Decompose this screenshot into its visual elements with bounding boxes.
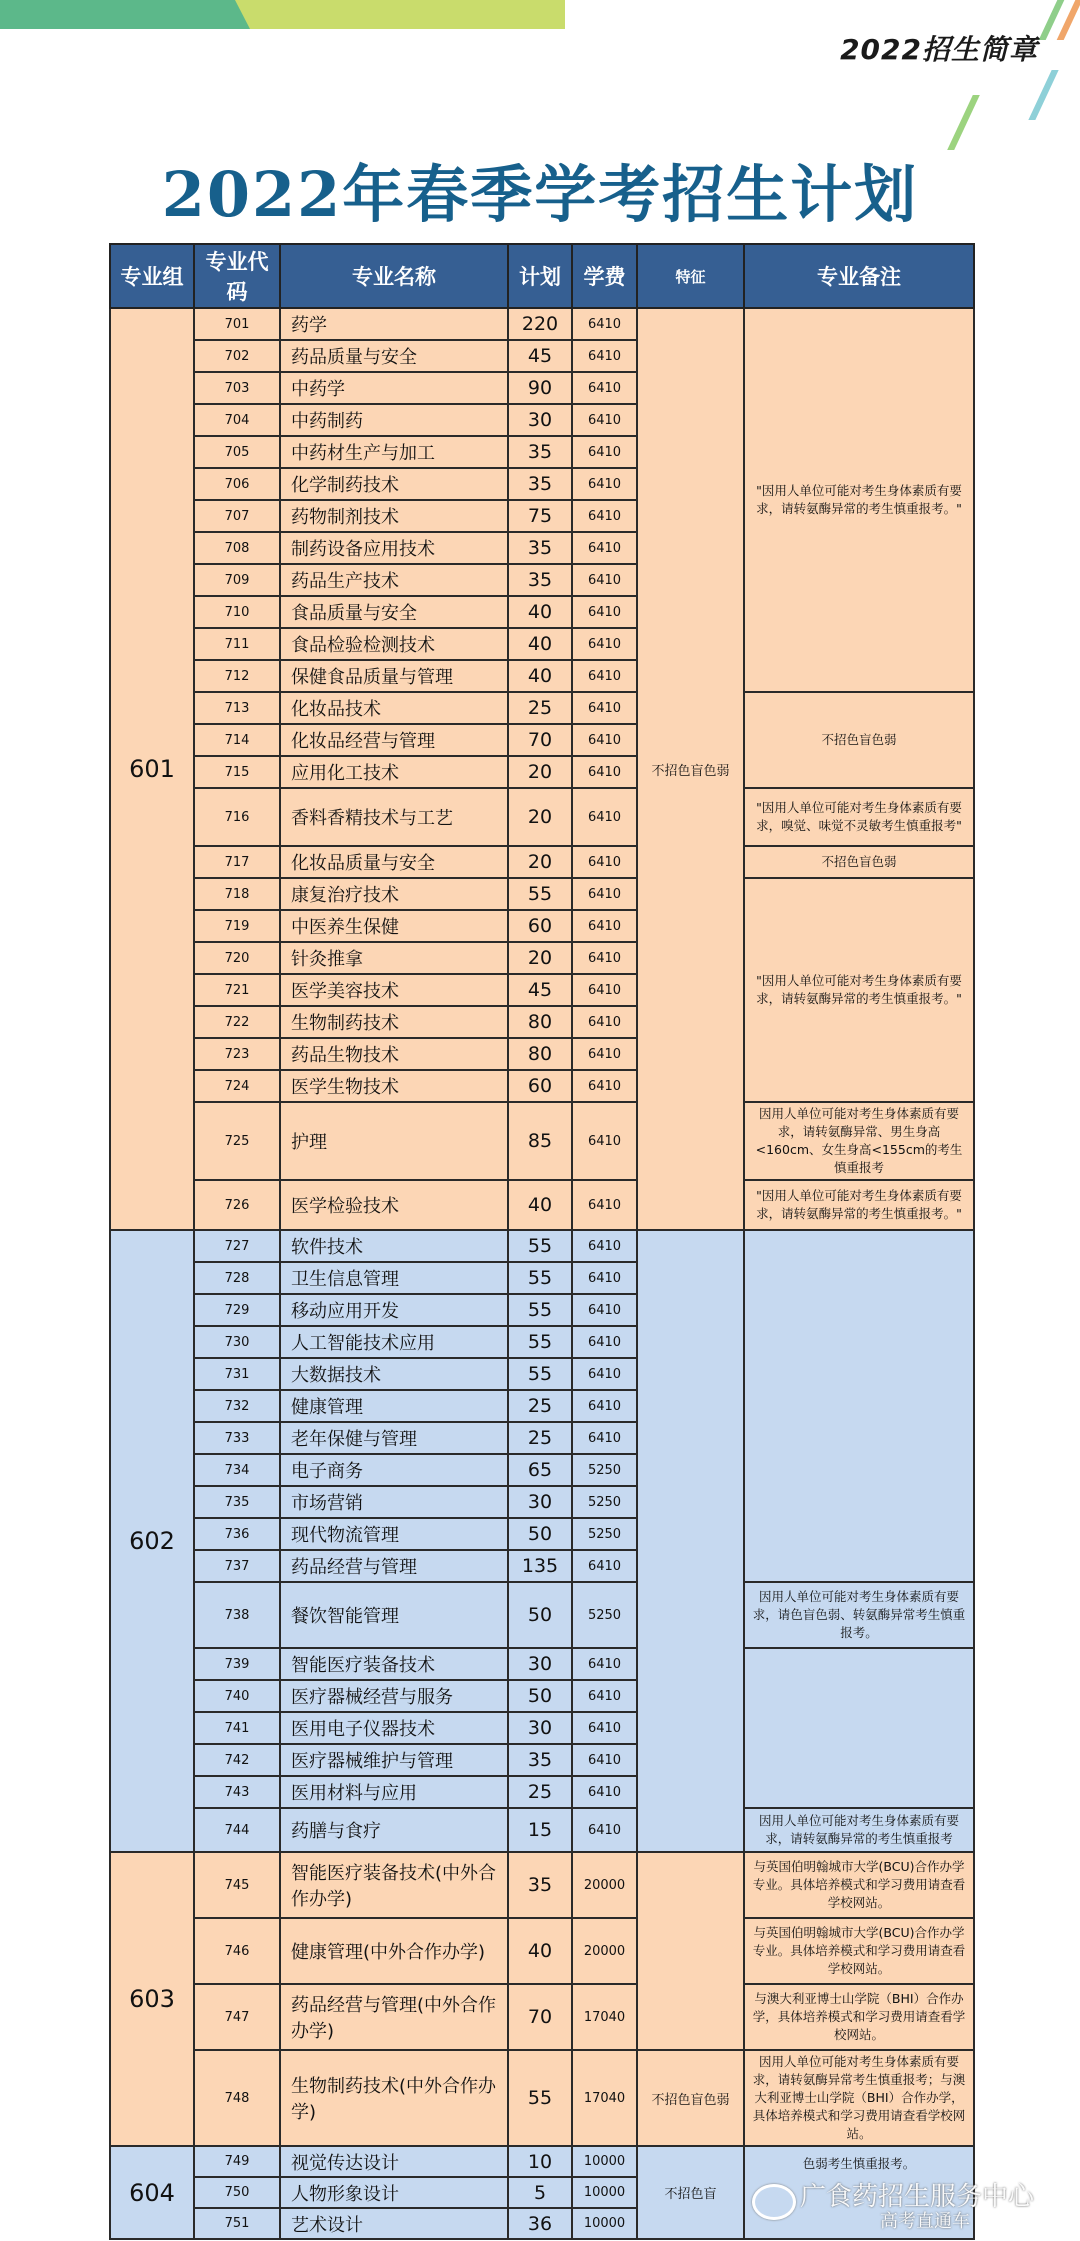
major-name: 医疗器械经营与服务 <box>280 1680 508 1712</box>
major-code: 739 <box>194 1648 280 1680</box>
major-code: 736 <box>194 1518 280 1550</box>
col-header-remark: 专业备注 <box>744 244 974 308</box>
plan-count: 40 <box>508 660 572 692</box>
table-row <box>110 878 974 910</box>
plan-count: 35 <box>508 1852 572 1918</box>
col-header-group: 专业组 <box>110 244 194 308</box>
table-row <box>110 1102 974 1180</box>
major-code: 733 <box>194 1422 280 1454</box>
plan-count: 50 <box>508 1582 572 1648</box>
major-code: 740 <box>194 1680 280 1712</box>
major-name: 食品检验检测技术 <box>280 628 508 660</box>
table-row <box>110 1918 974 1984</box>
major-code: 707 <box>194 500 280 532</box>
remark-cell: 不招色盲色弱 <box>744 692 974 788</box>
major-name: 老年保健与管理 <box>280 1422 508 1454</box>
plan-count: 30 <box>508 404 572 436</box>
major-name: 食品质量与安全 <box>280 596 508 628</box>
major-code: 708 <box>194 532 280 564</box>
major-name: 应用化工技术 <box>280 756 508 788</box>
major-name: 医学检验技术 <box>280 1180 508 1230</box>
tuition-fee: 6410 <box>572 846 637 878</box>
tuition-fee: 6410 <box>572 1070 637 1102</box>
plan-count: 30 <box>508 1486 572 1518</box>
tuition-fee: 6410 <box>572 596 637 628</box>
tuition-fee: 6410 <box>572 532 637 564</box>
major-name: 生物制药技术(中外合作办学) <box>280 2050 508 2146</box>
table-row <box>110 2050 974 2146</box>
major-name: 药品经营与管理 <box>280 1550 508 1582</box>
tuition-fee: 20000 <box>572 1918 637 1984</box>
major-code: 737 <box>194 1550 280 1582</box>
major-code: 705 <box>194 436 280 468</box>
major-name: 药学 <box>280 308 508 340</box>
major-code: 735 <box>194 1486 280 1518</box>
plan-count: 80 <box>508 1038 572 1070</box>
major-name: 医学生物技术 <box>280 1070 508 1102</box>
major-name: 人物形象设计 <box>280 2177 508 2208</box>
table-row <box>110 692 974 724</box>
remark-cell: "因用人单位可能对考生身体素质有要求，请转氨酶异常的考生慎重报考。" <box>744 878 974 1102</box>
major-code: 709 <box>194 564 280 596</box>
remark-cell: "因用人单位可能对考生身体素质有要求，请转氨酶异常的考生慎重报考。" <box>744 308 974 692</box>
plan-count: 25 <box>508 1422 572 1454</box>
table-row <box>110 2146 974 2177</box>
feature-cell: 不招色盲色弱 <box>637 2050 744 2146</box>
plan-count: 45 <box>508 340 572 372</box>
major-code: 728 <box>194 1262 280 1294</box>
plan-count: 30 <box>508 1712 572 1744</box>
major-name: 药物制剂技术 <box>280 500 508 532</box>
tuition-fee: 17040 <box>572 1984 637 2050</box>
major-name: 医用电子仪器技术 <box>280 1712 508 1744</box>
plan-count: 25 <box>508 1390 572 1422</box>
tuition-fee: 6410 <box>572 500 637 532</box>
table-row <box>110 1852 974 1918</box>
tuition-fee: 6410 <box>572 1180 637 1230</box>
major-code: 730 <box>194 1326 280 1358</box>
tuition-fee: 6410 <box>572 1230 637 1262</box>
feature-cell <box>637 1852 744 2050</box>
major-name: 化妆品技术 <box>280 692 508 724</box>
major-code: 721 <box>194 974 280 1006</box>
watermark <box>800 2184 1034 2231</box>
major-name: 移动应用开发 <box>280 1294 508 1326</box>
plan-count: 30 <box>508 1648 572 1680</box>
tuition-fee: 6410 <box>572 628 637 660</box>
tuition-fee: 6410 <box>572 1102 637 1180</box>
tuition-fee: 6410 <box>572 1680 637 1712</box>
major-code: 710 <box>194 596 280 628</box>
major-code: 717 <box>194 846 280 878</box>
tuition-fee: 5250 <box>572 1518 637 1550</box>
table-row <box>110 308 974 340</box>
remark-cell <box>744 1648 974 1808</box>
table-row <box>110 846 974 878</box>
major-name: 生物制药技术 <box>280 1006 508 1038</box>
major-code: 743 <box>194 1776 280 1808</box>
major-name: 软件技术 <box>280 1230 508 1262</box>
major-group: 602 <box>110 1230 194 1852</box>
plan-count: 60 <box>508 910 572 942</box>
plan-count: 80 <box>508 1006 572 1038</box>
wechat-icon <box>752 2184 796 2220</box>
major-code: 701 <box>194 308 280 340</box>
remark-cell: 因用人单位可能对考生身体素质有要求，请转氨酶异常、男生身高<160cm、女生身高<155cm的考生慎重报考 <box>744 1102 974 1180</box>
plan-count: 35 <box>508 564 572 596</box>
plan-count: 10 <box>508 2146 572 2177</box>
plan-count: 50 <box>508 1680 572 1712</box>
remark-cell: "因用人单位可能对考生身体素质有要求，嗅觉、味觉不灵敏考生慎重报考" <box>744 788 974 846</box>
remark-cell: 因用人单位可能对考生身体素质有要求，请转氨酶异常考生慎重报考；与澳大利亚博士山学院（BHI）合作办学，具体培养模式和学习费用请查看学校网站。 <box>744 2050 974 2146</box>
major-code: 725 <box>194 1102 280 1180</box>
feature-cell <box>637 1230 744 1852</box>
table-row <box>110 1582 974 1648</box>
brochure-brand: 2022招生简章 <box>840 33 1038 66</box>
tuition-fee: 6410 <box>572 878 637 910</box>
tuition-fee: 6410 <box>572 756 637 788</box>
watermark-overlay: 高考直通车 <box>880 2211 970 2232</box>
plan-count: 55 <box>508 1230 572 1262</box>
major-name: 医学美容技术 <box>280 974 508 1006</box>
major-name: 卫生信息管理 <box>280 1262 508 1294</box>
major-code: 731 <box>194 1358 280 1390</box>
table-row <box>110 1808 974 1852</box>
remark-cell <box>744 1230 974 1582</box>
tuition-fee: 6410 <box>572 564 637 596</box>
tuition-fee: 6410 <box>572 1006 637 1038</box>
col-header-fee: 学费 <box>572 244 637 308</box>
major-name: 健康管理(中外合作办学) <box>280 1918 508 1984</box>
feature-cell: 不招色盲色弱 <box>637 308 744 1230</box>
major-code: 715 <box>194 756 280 788</box>
tuition-fee: 6410 <box>572 340 637 372</box>
major-name: 中药学 <box>280 372 508 404</box>
major-code: 747 <box>194 1984 280 2050</box>
major-code: 738 <box>194 1582 280 1648</box>
major-group: 604 <box>110 2146 194 2239</box>
major-name: 化学制药技术 <box>280 468 508 500</box>
major-code: 744 <box>194 1808 280 1852</box>
plan-count: 70 <box>508 724 572 756</box>
col-header-plan: 计划 <box>508 244 572 308</box>
plan-count: 60 <box>508 1070 572 1102</box>
plan-count: 70 <box>508 1984 572 2050</box>
major-name: 中医养生保健 <box>280 910 508 942</box>
tuition-fee: 6410 <box>572 1744 637 1776</box>
major-code: 750 <box>194 2177 280 2208</box>
tuition-fee: 6410 <box>572 1294 637 1326</box>
enrollment-plan-table <box>109 243 975 2240</box>
remark-cell: "因用人单位可能对考生身体素质有要求，请转氨酶异常的考生慎重报考。" <box>744 1180 974 1230</box>
tuition-fee: 6410 <box>572 436 637 468</box>
major-name: 医用材料与应用 <box>280 1776 508 1808</box>
table-row <box>110 1984 974 2050</box>
major-code: 703 <box>194 372 280 404</box>
plan-count: 85 <box>508 1102 572 1180</box>
plan-count: 35 <box>508 436 572 468</box>
major-name: 人工智能技术应用 <box>280 1326 508 1358</box>
tuition-fee: 6410 <box>572 724 637 756</box>
tuition-fee: 10000 <box>572 2177 637 2208</box>
major-name: 护理 <box>280 1102 508 1180</box>
tuition-fee: 5250 <box>572 1486 637 1518</box>
plan-count: 55 <box>508 1326 572 1358</box>
remark-cell: 色弱考生慎重报考。 <box>744 2146 974 2239</box>
remark-cell: 因用人单位可能对考生身体素质有要求，请转氨酶异常的考生慎重报考 <box>744 1808 974 1852</box>
major-name: 药品生物技术 <box>280 1038 508 1070</box>
major-name: 中药制药 <box>280 404 508 436</box>
tuition-fee: 6410 <box>572 372 637 404</box>
plan-count: 40 <box>508 596 572 628</box>
major-code: 729 <box>194 1294 280 1326</box>
plan-count: 40 <box>508 1180 572 1230</box>
tuition-fee: 10000 <box>572 2208 637 2239</box>
tuition-fee: 6410 <box>572 1390 637 1422</box>
major-code: 723 <box>194 1038 280 1070</box>
major-name: 针灸推拿 <box>280 942 508 974</box>
tuition-fee: 6410 <box>572 1712 637 1744</box>
plan-count: 20 <box>508 846 572 878</box>
major-name: 餐饮智能管理 <box>280 1582 508 1648</box>
tuition-fee: 6410 <box>572 1422 637 1454</box>
plan-count: 35 <box>508 1744 572 1776</box>
major-name: 市场营销 <box>280 1486 508 1518</box>
plan-count: 20 <box>508 788 572 846</box>
major-name: 化妆品质量与安全 <box>280 846 508 878</box>
major-name: 保健食品质量与管理 <box>280 660 508 692</box>
major-name: 医疗器械维护与管理 <box>280 1744 508 1776</box>
major-name: 视觉传达设计 <box>280 2146 508 2177</box>
major-code: 742 <box>194 1744 280 1776</box>
table-row <box>110 1648 974 1680</box>
major-code: 706 <box>194 468 280 500</box>
top-banner-lime <box>235 0 565 29</box>
plan-count: 25 <box>508 1776 572 1808</box>
major-group: 603 <box>110 1852 194 2146</box>
major-code: 748 <box>194 2050 280 2146</box>
remark-cell: 不招色盲色弱 <box>744 846 974 878</box>
table-row <box>110 1180 974 1230</box>
tuition-fee: 6410 <box>572 1358 637 1390</box>
plan-count: 135 <box>508 1550 572 1582</box>
top-banner-green <box>0 0 250 29</box>
plan-count: 15 <box>508 1808 572 1852</box>
plan-count: 35 <box>508 468 572 500</box>
plan-count: 90 <box>508 372 572 404</box>
tuition-fee: 17040 <box>572 2050 637 2146</box>
remark-cell: 与英国伯明翰城市大学(BCU)合作办学专业。具体培养模式和学习费用请查看学校网站。 <box>744 1852 974 1918</box>
tuition-fee: 6410 <box>572 1550 637 1582</box>
table-row <box>110 1230 974 1262</box>
remark-cell: 与英国伯明翰城市大学(BCU)合作办学专业。具体培养模式和学习费用请查看学校网站。 <box>744 1918 974 1984</box>
plan-count: 40 <box>508 628 572 660</box>
tuition-fee: 20000 <box>572 1852 637 1918</box>
major-name: 艺术设计 <box>280 2208 508 2239</box>
major-name: 药品质量与安全 <box>280 340 508 372</box>
major-code: 727 <box>194 1230 280 1262</box>
major-name: 现代物流管理 <box>280 1518 508 1550</box>
tuition-fee: 10000 <box>572 2146 637 2177</box>
major-name: 药品生产技术 <box>280 564 508 596</box>
major-code: 726 <box>194 1180 280 1230</box>
table-row <box>110 788 974 846</box>
tuition-fee: 6410 <box>572 1808 637 1852</box>
major-code: 732 <box>194 1390 280 1422</box>
decor-stripe <box>947 95 980 150</box>
plan-count: 55 <box>508 1294 572 1326</box>
major-name: 健康管理 <box>280 1390 508 1422</box>
tuition-fee: 6410 <box>572 692 637 724</box>
tuition-fee: 6410 <box>572 308 637 340</box>
feature-cell: 不招色盲 <box>637 2146 744 2239</box>
col-header-name: 专业名称 <box>280 244 508 308</box>
tuition-fee: 6410 <box>572 660 637 692</box>
plan-count: 25 <box>508 692 572 724</box>
tuition-fee: 6410 <box>572 788 637 846</box>
major-code: 718 <box>194 878 280 910</box>
major-name: 药膳与食疗 <box>280 1808 508 1852</box>
major-name: 大数据技术 <box>280 1358 508 1390</box>
table-body <box>110 308 974 2239</box>
major-code: 702 <box>194 340 280 372</box>
major-code: 712 <box>194 660 280 692</box>
tuition-fee: 6410 <box>572 910 637 942</box>
plan-count: 50 <box>508 1518 572 1550</box>
plan-count: 20 <box>508 942 572 974</box>
major-code: 719 <box>194 910 280 942</box>
major-group: 601 <box>110 308 194 1230</box>
major-code: 713 <box>194 692 280 724</box>
plan-count: 65 <box>508 1454 572 1486</box>
plan-count: 55 <box>508 1358 572 1390</box>
remark-cell: 因用人单位可能对考生身体素质有要求，请色盲色弱、转氨酶异常考生慎重报考。 <box>744 1582 974 1648</box>
plan-count: 75 <box>508 500 572 532</box>
major-code: 749 <box>194 2146 280 2177</box>
plan-count: 36 <box>508 2208 572 2239</box>
major-code: 716 <box>194 788 280 846</box>
major-code: 722 <box>194 1006 280 1038</box>
remark-cell: 与澳大利亚博士山学院（BHI）合作办学，具体培养模式和学习费用请查看学校网站。 <box>744 1984 974 2050</box>
col-header-code: 专业代码 <box>194 244 280 308</box>
plan-count: 55 <box>508 878 572 910</box>
major-name: 智能医疗装备技术(中外合作办学) <box>280 1852 508 1918</box>
plan-count: 40 <box>508 1918 572 1984</box>
major-code: 734 <box>194 1454 280 1486</box>
major-code: 741 <box>194 1712 280 1744</box>
major-name: 药品经营与管理(中外合作办学) <box>280 1984 508 2050</box>
page-title: 2022年春季学考招生计划 <box>161 158 919 231</box>
major-name: 化妆品经营与管理 <box>280 724 508 756</box>
major-name: 智能医疗装备技术 <box>280 1648 508 1680</box>
plan-count: 45 <box>508 974 572 1006</box>
major-code: 704 <box>194 404 280 436</box>
plan-count: 55 <box>508 2050 572 2146</box>
major-code: 720 <box>194 942 280 974</box>
major-name: 康复治疗技术 <box>280 878 508 910</box>
tuition-fee: 6410 <box>572 404 637 436</box>
major-code: 714 <box>194 724 280 756</box>
tuition-fee: 6410 <box>572 1038 637 1070</box>
major-code: 711 <box>194 628 280 660</box>
tuition-fee: 6410 <box>572 974 637 1006</box>
tuition-fee: 5250 <box>572 1454 637 1486</box>
major-code: 746 <box>194 1918 280 1984</box>
watermark-text: 广食药招生服务中心 <box>800 2182 1035 2212</box>
plan-count: 5 <box>508 2177 572 2208</box>
tuition-fee: 6410 <box>572 942 637 974</box>
tuition-fee: 5250 <box>572 1582 637 1648</box>
major-code: 724 <box>194 1070 280 1102</box>
col-header-feature: 特征 <box>637 244 744 308</box>
plan-count: 55 <box>508 1262 572 1294</box>
major-name: 制药设备应用技术 <box>280 532 508 564</box>
major-code: 751 <box>194 2208 280 2239</box>
tuition-fee: 6410 <box>572 468 637 500</box>
tuition-fee: 6410 <box>572 1326 637 1358</box>
plan-count: 220 <box>508 308 572 340</box>
plan-count: 35 <box>508 532 572 564</box>
major-name: 电子商务 <box>280 1454 508 1486</box>
tuition-fee: 6410 <box>572 1776 637 1808</box>
major-name: 香料香精技术与工艺 <box>280 788 508 846</box>
major-name: 中药材生产与加工 <box>280 436 508 468</box>
decor-stripe <box>1028 70 1058 120</box>
plan-count: 20 <box>508 756 572 788</box>
tuition-fee: 6410 <box>572 1648 637 1680</box>
tuition-fee: 6410 <box>572 1262 637 1294</box>
major-code: 745 <box>194 1852 280 1918</box>
